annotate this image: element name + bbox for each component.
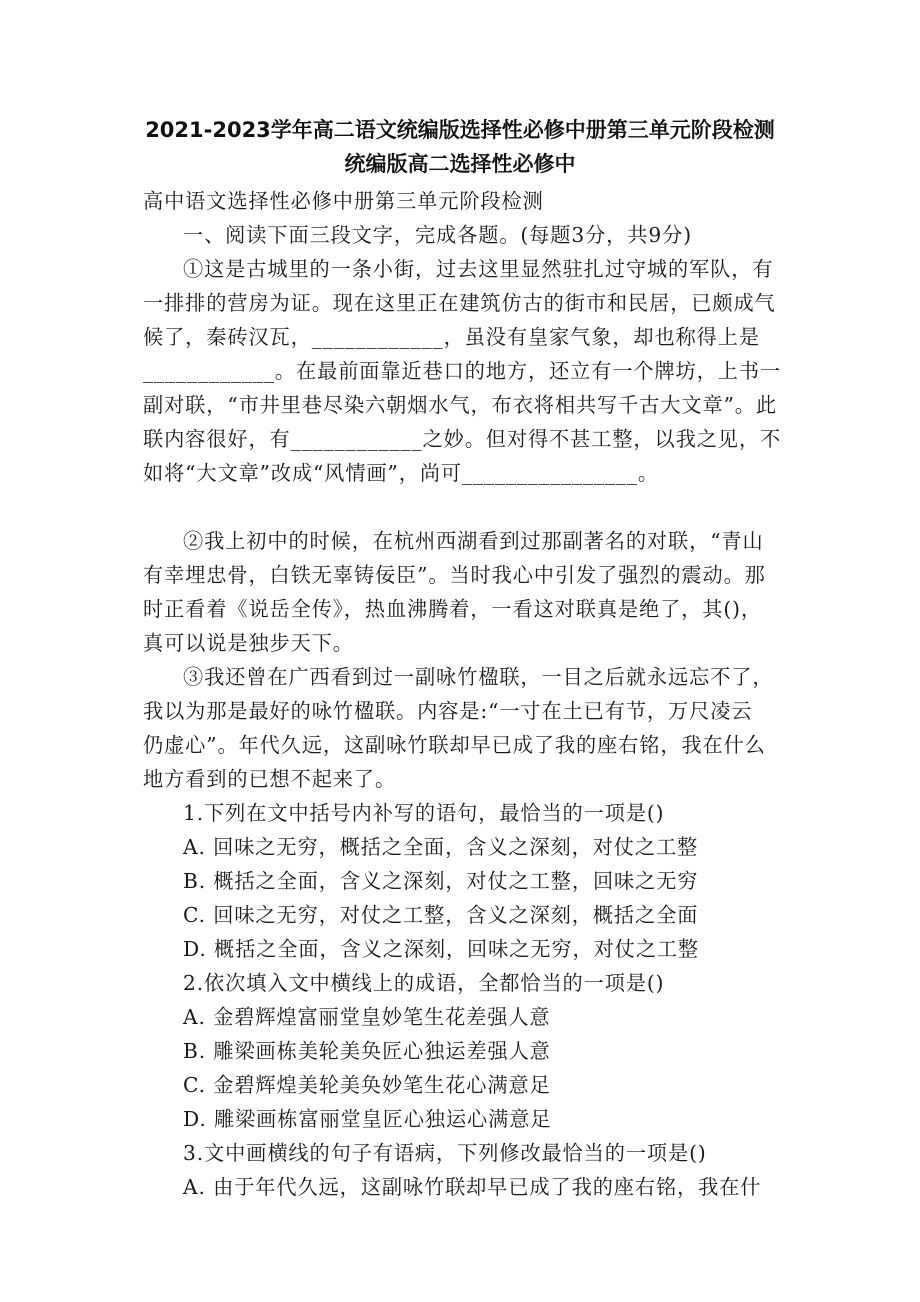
question-2-option-b: B. 雕梁画栋美轮美奂匠心独运差强人意: [183, 1039, 551, 1063]
document-title-subline: 统编版高二选择性必修中: [344, 152, 576, 176]
question-1-option-c: C. 回味之无穷，对仗之工整，含义之深刻，概括之全面: [183, 903, 699, 927]
question-2-option-c: C. 金碧辉煌美轮美奂妙笔生花心满意足: [183, 1073, 551, 1097]
question-1-option-d: D. 概括之全面，含义之深刻，回味之无穷，对仗之工整: [183, 937, 700, 961]
question-1-option-b: B. 概括之全面，含义之深刻，对仗之工整，回味之无穷: [183, 869, 699, 893]
passage-2-line: ②我上初中的时候，在杭州西湖看到过那副著名的对联，“青山: [183, 529, 764, 553]
document-title: 2021-2023学年高二语文统编版选择性必修中册第三单元阶段检测: [145, 118, 775, 142]
section-heading: 一、阅读下面三段文字，完成各题。(每题3分，共9分): [183, 223, 692, 247]
question-2-option-d: D. 雕梁画栋富丽堂皇匠心独运心满意足: [183, 1107, 552, 1131]
question-2-option-a: A. 金碧辉煌富丽堂皇妙笔生花差强人意: [183, 1005, 551, 1029]
passage-2-line: 有幸埋忠骨，白铁无辜铸佞臣”。当时我心中引发了强烈的震动。那: [143, 563, 766, 587]
passage-1-line: ____________。在最前面靠近巷口的地方，还立有一个牌坊，上书一: [143, 359, 782, 383]
passage-1-line: 如将“大文章”改成“风情画”，尚可________________。: [143, 461, 660, 485]
passage-3-line: 仍虚心”。年代久远，这副咏竹联却早已成了我的座右铭，我在什么: [143, 733, 766, 757]
passage-1-line: 候了，秦砖汉瓦，____________，虽没有皇家气象，却也称得上是: [143, 325, 760, 349]
passage-1-line: 联内容很好，有____________之妙。但对得不甚工整，以我之见，不: [143, 427, 782, 451]
passage-2-line: 真可以说是独步天下。: [143, 631, 354, 655]
passage-3-line: 地方看到的已想不起来了。: [143, 767, 397, 791]
question-3-stem: 3.文中画横线的句子有语病，下列修改最恰当的一项是(): [183, 1141, 707, 1165]
passage-3-line: 我以为那是最好的咏竹楹联。内容是:“一寸在土已有节，万尺凌云: [143, 699, 753, 723]
passage-3-line: ③我还曾在广西看到过一副咏竹楹联，一目之后就永远忘不了，: [183, 665, 774, 689]
passage-1-line: 一排排的营房为证。现在这里正在建筑仿古的街市和民居，已颇成气: [143, 291, 776, 315]
document-subtitle: 高中语文选择性必修中册第三单元阶段检测: [143, 189, 544, 213]
passage-1-line: 副对联，“市井里巷尽染六朝烟水气，布衣将相共写千古大文章”。此: [143, 393, 777, 417]
passage-1-line: ①这是古城里的一条小街，过去这里显然驻扎过守城的军队，有: [183, 257, 774, 281]
question-1-option-a: A. 回味之无穷，概括之全面，含义之深刻，对仗之工整: [183, 835, 699, 859]
passage-2-line: 时正看着《说岳全传》，热血沸腾着，一看这对联真是绝了，其()，: [143, 597, 762, 621]
question-2-stem: 2.依次填入文中横线上的成语，全都恰当的一项是(): [183, 971, 665, 995]
question-1-stem: 1.下列在文中括号内补写的语句，最恰当的一项是(): [183, 801, 665, 825]
question-3-option-a: A. 由于年代久远，这副咏竹联却早已成了我的座右铭，我在什: [183, 1175, 762, 1199]
